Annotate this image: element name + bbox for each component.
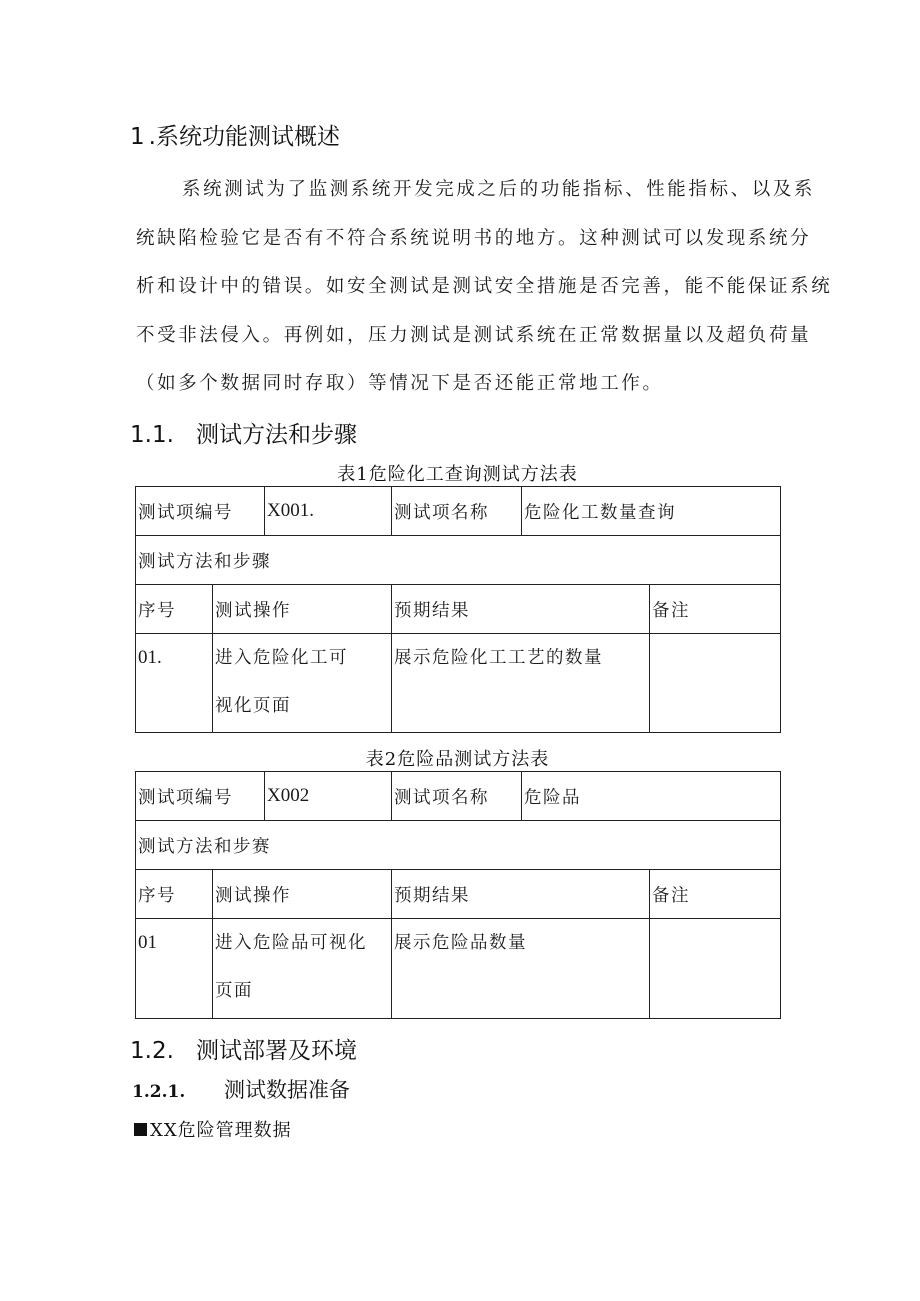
seq-cell [136,634,213,733]
paragraph-line: 系统测试为了监测系统开发完成之后的功能指标、性能指标、以及系 [182,179,816,200]
section-1-paragraph [136,166,833,409]
name-value-cell: 危险化工数量查询 [522,487,781,536]
col-note-header: 备注 [650,585,781,634]
section-1-2-title: 测试部署及环境 [196,1038,357,1064]
table-2 [135,771,781,1019]
seq-cell [136,919,213,1019]
col-note-header: 备注 [650,870,781,919]
section-1-2-1-number: 1.2.1. [132,1082,186,1102]
paragraph-line: （如多个数据同时存取）等情况下是否还能正常地工作。 [136,373,664,394]
op-cell: 进入危险化工可视化页面 [213,634,392,733]
expected-cell: 展示危险品数量 [392,919,650,1019]
table-row [136,536,781,585]
op-cell: 进入危险品可视化页面 [213,919,392,1019]
name-label-cell: 测试项名称 [392,772,522,821]
method-label-cell: 测试方法和步骤 [136,536,781,585]
table-row [136,919,781,1019]
name-value-cell: 危险品 [522,772,781,821]
col-expected-header: 预期结果 [392,870,650,919]
table-1-caption: 表1危险化工查询测试方法表 [337,464,578,485]
col-op-header: 测试操作 [213,870,392,919]
section-1-1-title: 测试方法和步骤 [196,422,357,448]
seq-value: 01. [138,647,162,668]
bullet-text: XX危险管理数据 [150,1120,292,1141]
method-label-cell: 测试方法和步赛 [136,821,781,870]
table-header-row [136,870,781,919]
section-1-2-heading [130,1032,357,1065]
col-op-header: 测试操作 [213,585,392,634]
square-bullet-icon [134,1123,147,1136]
name-label-cell: 测试项名称 [392,487,522,536]
col-expected-header: 预期结果 [392,585,650,634]
table-2-caption: 表2危险品测试方法表 [365,749,550,770]
table-row [136,634,781,733]
col-seq-header: 序号 [136,585,213,634]
id-value-cell [265,772,392,821]
table-1 [135,486,781,733]
table-row [136,487,781,536]
seq-value: 01 [138,932,157,953]
section-1-2-1-heading [132,1074,350,1104]
id-label-cell: 测试项编号 [136,772,265,821]
section-1-1-heading [130,416,357,449]
section-1-1-number: 1.1. [130,422,174,448]
section-1-title: .系统功能测试概述 [148,124,340,150]
note-cell [650,919,781,1019]
section-1-2-number: 1.2. [130,1038,174,1064]
paragraph-line: 析和设计中的错误。如安全测试是测试安全措施是否完善，能不能保证系统 [136,276,833,297]
section-1-heading [130,118,340,151]
expected-cell: 展示危险化工工艺的数量 [392,634,650,733]
test-id: X001. [267,500,314,521]
id-value-cell [265,487,392,536]
col-seq-header: 序号 [136,870,213,919]
section-1-2-1-title: 测试数据准备 [224,1078,350,1102]
table-header-row [136,585,781,634]
paragraph-line: 不受非法侵入。再例如，压力测试是测试系统在正常数据量以及超负荷量 [136,324,812,346]
id-label-cell: 测试项编号 [136,487,265,536]
test-id: X002 [267,785,310,806]
table-row [136,821,781,870]
section-1-number: 1 [130,124,145,150]
note-cell [650,634,781,733]
table-row [136,772,781,821]
paragraph-line: 统缺陷检验它是否有不符合系统说明书的地方。这种测试可以发现系统分 [136,227,812,249]
bullet-item [134,1116,292,1142]
